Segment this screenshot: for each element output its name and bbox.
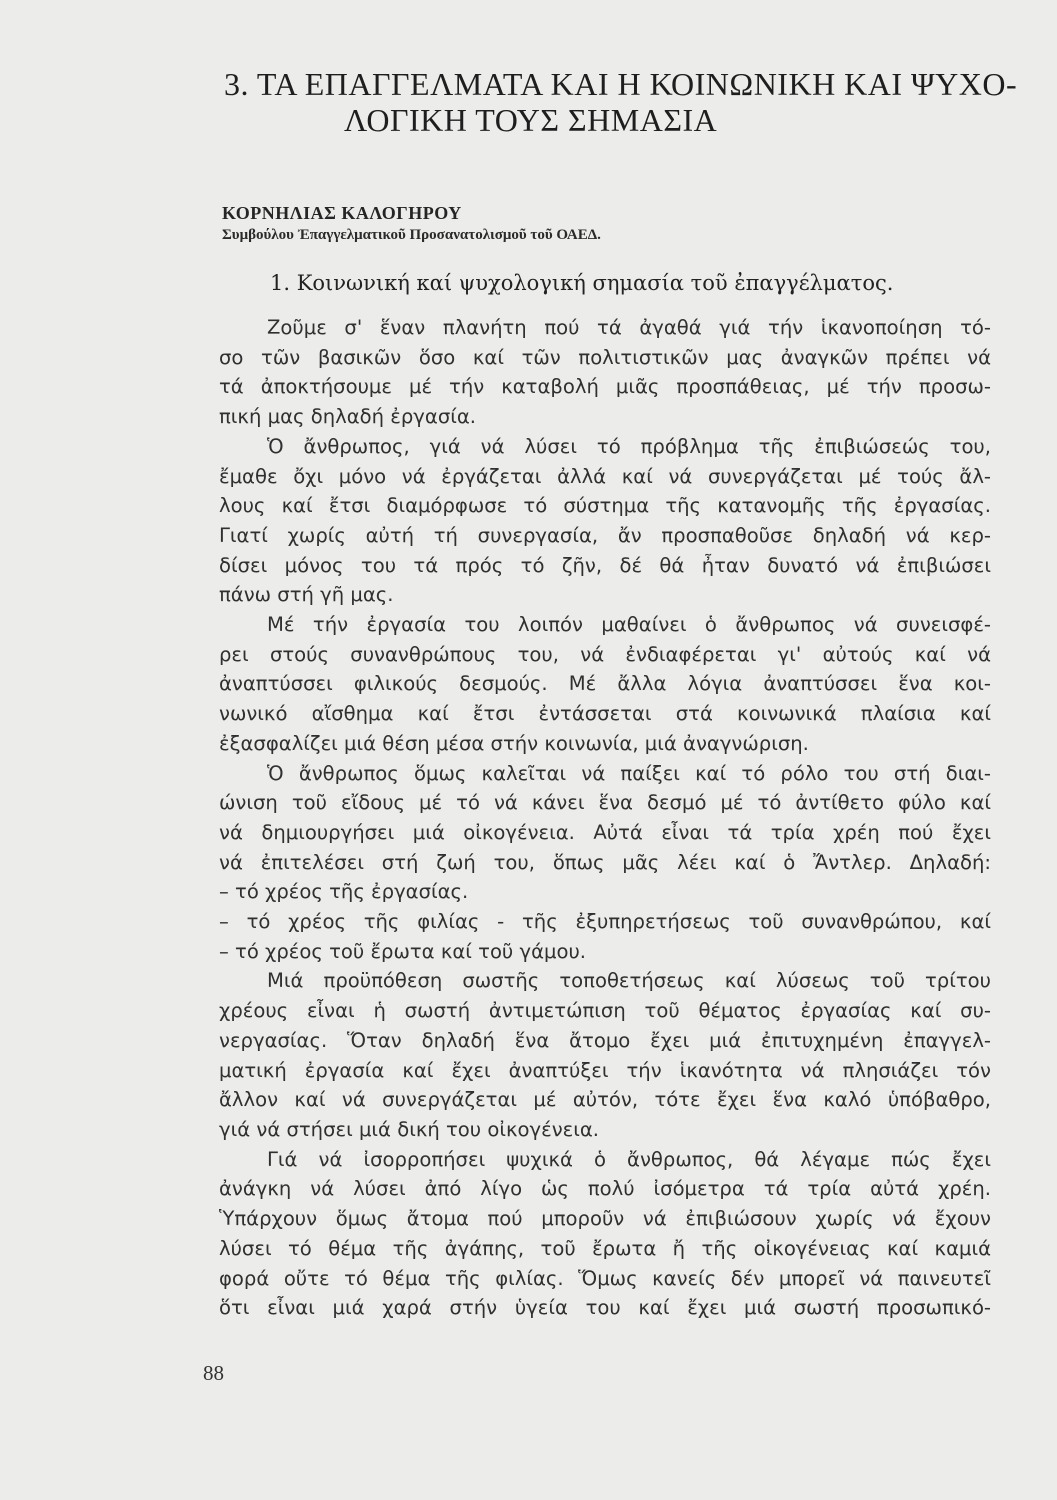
- chapter-title-line-2: ΛΟΓΙΚΗ ΤΟΥΣ ΣΗΜΑΣΙΑ: [344, 102, 718, 138]
- chapter-title: [224, 66, 1024, 138]
- text-line: Μέ τήν ἐργασία του λοιπόν μαθαίνει ὁ ἄνθρωπος νά συνεισφέ-: [267, 613, 991, 637]
- text-line: νά δημιουργήσει μιά οἰκογένεια. Αὐτά εἶναι τά τρία χρέη πού ἔχει: [219, 820, 991, 844]
- text-line: πική μας δηλαδή ἐργασία.: [219, 405, 477, 429]
- text-line: Ζοῦμε σ' ἕναν πλανήτη πού τά ἀγαθά γιά τήν ἱκανοποίηση τό-: [267, 316, 991, 339]
- body-text: [219, 313, 991, 1323]
- text-line: γιά νά στήσει μιά δική του οἰκογένεια.: [219, 1117, 600, 1141]
- list-item: – τό χρέος τῆς φιλίας - τῆς ἐξυπηρετήσεως τοῦ συνανθρώπου, καί: [219, 910, 991, 934]
- text-line: ρει στούς συνανθρώπους του, νά ἐνδιαφέρεται γι' αὐτούς καί νά: [219, 642, 991, 666]
- page-number: 88: [203, 1361, 224, 1385]
- text-line: ἐξασφαλίζει μιά θέση μέσα στήν κοινωνία, μιά ἀναγνώριση.: [219, 731, 809, 755]
- text-line: Ὁ ἄνθρωπος ὅμως καλεῖται νά παίξει καί τό ρόλο του στή διαι-: [267, 761, 991, 785]
- section-heading: 1. Κοινωνική καί ψυχολογική σημασία τοῦ ἐπαγγέλματος.: [270, 271, 894, 295]
- text-line: σο τῶν βασικῶν ὅσο καί τῶν πολιτιστικῶν μας ἀναγκῶν πρέπει νά: [219, 345, 991, 369]
- list-item: – τό χρέος τοῦ ἔρωτα καί τοῦ γάμου.: [219, 939, 587, 963]
- text-line: λύσει τό θέμα τῆς ἀγάπης, τοῦ ἔρωτα ἤ τῆς οἰκογένειας καί καμιά: [219, 1236, 991, 1260]
- text-line: νωνικό αἴσθημα καί ἔτσι ἐντάσσεται στά κοινωνικά πλαίσια καί: [219, 702, 991, 726]
- list-item: – τό χρέος τῆς ἐργασίας.: [219, 880, 469, 904]
- text-line: Γιά νά ἰσορροπήσει ψυχικά ὁ ἄνθρωπος, θά λέγαμε πώς ἔχει: [267, 1147, 991, 1171]
- text-line: λους καί ἔτσι διαμόρφωσε τό σύστημα τῆς κατανομῆς τῆς ἐργασίας.: [219, 494, 991, 518]
- author-name: ΚΟΡΝΗΛΙΑΣ ΚΑΛΟΓΗΡΟΥ: [222, 203, 462, 223]
- text-line: δίσει μόνος του τά πρός τό ζῆν, δέ θά ἦταν δυνατό νά ἐπιβιώσει: [219, 553, 991, 577]
- text-line: πάνω στή γῆ μας.: [219, 583, 394, 607]
- text-line: ἀναπτύσσει φιλικούς δεσμούς. Μέ ἄλλα λόγια ἀναπτύσσει ἕνα κοι-: [219, 672, 991, 696]
- text-line: Γιατί χωρίς αὐτή τή συνεργασία, ἄν προσπαθοῦσε δηλαδή νά κερ-: [219, 523, 991, 547]
- text-line: Ὑπάρχουν ὅμως ἄτομα πού μποροῦν νά ἐπιβιώσουν χωρίς νά ἔχουν: [219, 1207, 991, 1231]
- text-line: νεργασίας. Ὅταν δηλαδή ἕνα ἄτομο ἔχει μιά ἐπιτυχημένη ἐπαγγελ-: [219, 1028, 991, 1052]
- text-line: Ὁ ἄνθρωπος, γιά νά λύσει τό πρόβλημα τῆς ἐπιβιώσεώς του,: [267, 434, 991, 458]
- text-line: ἔμαθε ὄχι μόνο νά ἐργάζεται ἀλλά καί νά συνεργάζεται μέ τούς ἄλ-: [219, 464, 991, 488]
- text-line: ὅτι εἶναι μιά χαρά στήν ὑγεία του καί ἔχει μιά σωστή προσωπικό-: [219, 1296, 991, 1320]
- text-line: φορά οὔτε τό θέμα τῆς φιλίας. Ὅμως κανείς δέν μπορεῖ νά παινευτεῖ: [219, 1266, 991, 1290]
- text-line: ἀνάγκη νά λύσει ἀπό λίγο ὡς πολύ ἰσόμετρα τά τρία αὐτά χρέη.: [219, 1177, 991, 1201]
- text-line: τά ἀποκτήσουμε μέ τήν καταβολή μιᾶς προσπάθειας, μέ τήν προσω-: [219, 375, 991, 399]
- text-line: ματική ἐργασία καί ἔχει ἀναπτύξει τήν ἱκανότητα νά πλησιάζει τόν: [219, 1058, 991, 1082]
- text-line: ἄλλον καί νά συνεργάζεται μέ αὐτόν, τότε ἔχει ἕνα καλό ὑπόβαθρο,: [219, 1088, 991, 1112]
- chapter-title-line-1: 3. ΤΑ ΕΠΑΓΓΕΛΜΑΤΑ ΚΑΙ Η ΚΟΙΝΩΝΙΚΗ ΚΑΙ ΨΥΧΟ-: [224, 66, 1018, 102]
- text-line: χρέους εἶναι ἡ σωστή ἀντιμετώπιση τοῦ θέματος ἐργασίας καί συ-: [219, 999, 991, 1023]
- text-line: ώνιση τοῦ εἴδους μέ τό νά κάνει ἕνα δεσμό μέ τό ἀντίθετο φύλο καί: [219, 791, 991, 815]
- author-role: Συμβούλου Ἐπαγγελματικοῦ Προσανατολισμοῦ τοῦ ΟΑΕΔ.: [222, 227, 601, 243]
- text-line: Μιά προϋπόθεση σωστῆς τοποθετήσεως καί λύσεως τοῦ τρίτου: [267, 969, 991, 993]
- text-line: νά ἐπιτελέσει στή ζωή του, ὅπως μᾶς λέει καί ὁ Ἄντλερ. Δηλαδή:: [219, 850, 991, 874]
